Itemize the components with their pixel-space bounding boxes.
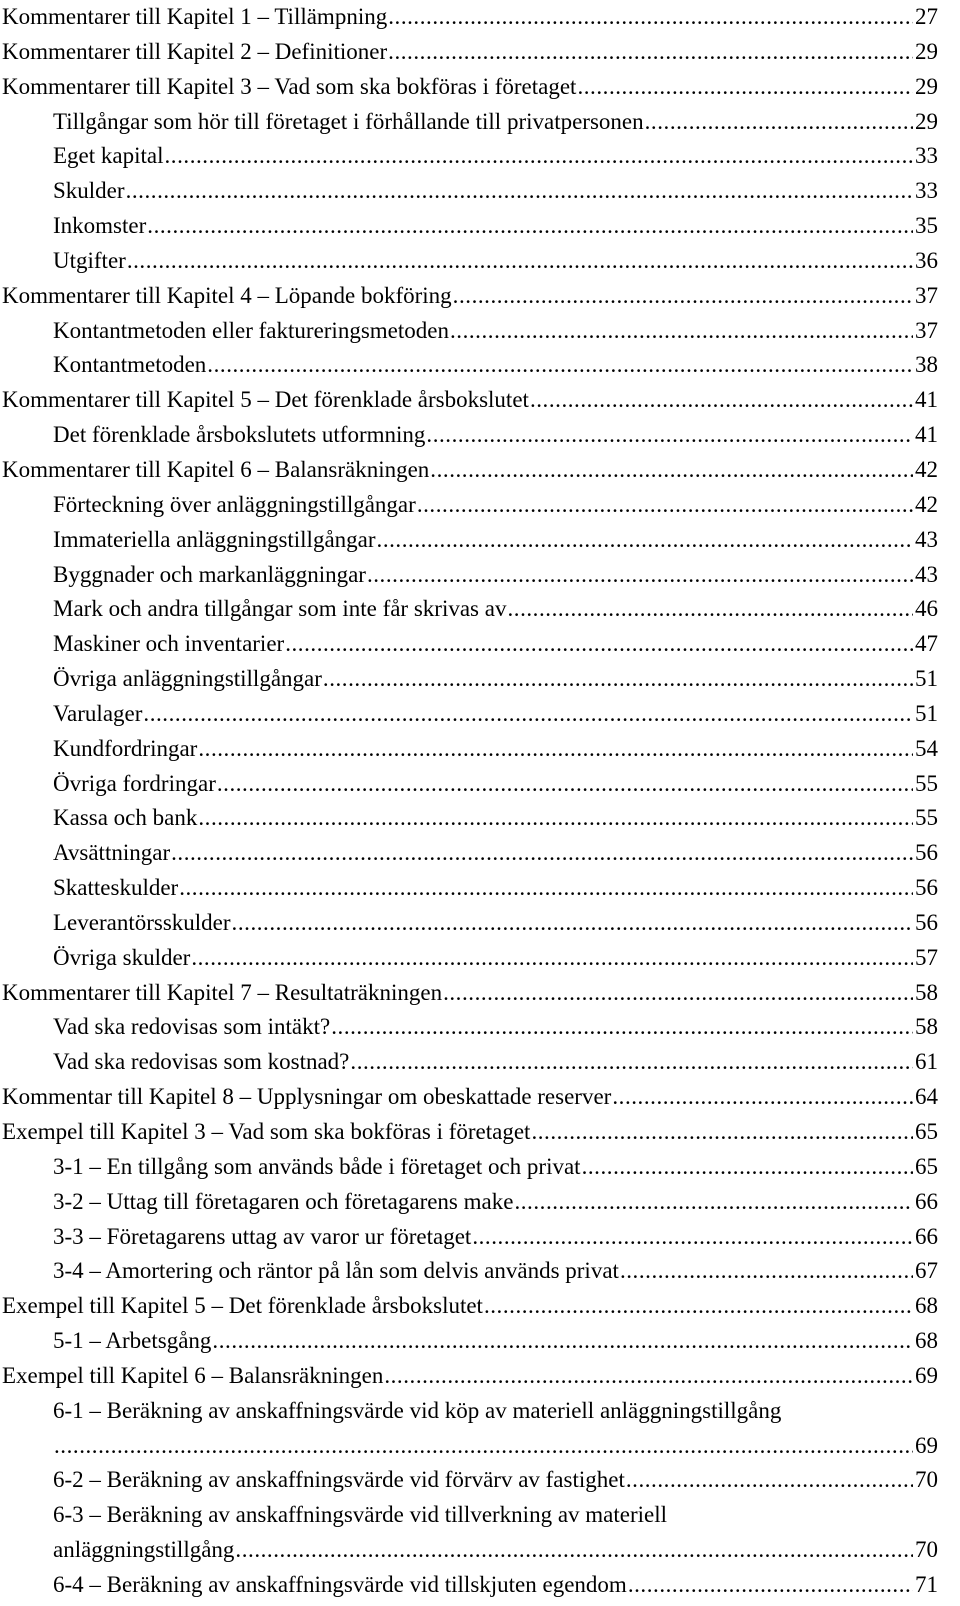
- toc-entry-page-number: 38: [915, 352, 938, 378]
- toc-dot-leader: [191, 941, 913, 976]
- toc-entry-title: Kommentarer till Kapitel 7 – Resultaträkningen: [2, 979, 443, 1005]
- toc-dot-leader: [127, 244, 913, 279]
- toc-entry-title: Utgifter: [53, 247, 126, 273]
- toc-entry-title: Exempel till Kapitel 3 – Vad som ska bokföras i företaget: [2, 1119, 531, 1144]
- toc-entry[interactable]: [0, 1254, 960, 1289]
- toc-entry[interactable]: [0, 174, 960, 209]
- toc-entry[interactable]: [0, 35, 960, 70]
- toc-entry[interactable]: [0, 523, 960, 558]
- toc-entry-title: Kommentarer till Kapitel 3 – Vad som ska bokföras i företaget: [2, 73, 577, 99]
- toc-entry[interactable]: [0, 70, 960, 105]
- toc-entry-page-number: 58: [915, 1014, 938, 1040]
- toc-entry-page-number: 70: [915, 1537, 938, 1563]
- toc-entry-title: Byggnader och markanläggningar: [53, 561, 366, 587]
- toc-entry-title: Kundfordringar: [53, 735, 198, 761]
- toc-dot-leader: [417, 488, 913, 523]
- toc-entry-title: Förteckning över anläggningstillgångar: [53, 491, 416, 517]
- toc-dot-leader: [582, 1150, 913, 1185]
- toc-entry-title: Vad ska redovisas som intäkt?: [53, 1014, 331, 1040]
- toc-entry-title: Exempel till Kapitel 5 – Det förenklade årsbokslutet: [2, 1293, 483, 1319]
- toc-entry-title: Tillgångar som hör till företaget i förhållande till privatpersonen: [53, 108, 644, 134]
- toc-entry-title: Kommentarer till Kapitel 1 – Tillämpning: [2, 4, 388, 29]
- toc-entry[interactable]: [0, 976, 960, 1011]
- toc-dot-leader: [388, 35, 913, 70]
- toc-entry[interactable]: [0, 1533, 960, 1568]
- toc-entry[interactable]: [0, 836, 960, 871]
- toc-entry-page-number: 33: [915, 178, 938, 204]
- toc-entry-title: 3-1 – En tillgång som används både i företaget och privat: [53, 1153, 581, 1179]
- toc-entry-page-number: 57: [915, 944, 938, 970]
- toc-entry-page-number: 56: [915, 840, 938, 866]
- toc-entry[interactable]: [0, 558, 960, 593]
- toc-dot-leader: [430, 453, 913, 488]
- toc-dot-leader: [443, 976, 913, 1011]
- toc-entry-title: Vad ska redovisas som kostnad?: [53, 1049, 350, 1075]
- toc-dot-leader: [212, 1324, 913, 1359]
- toc-entry[interactable]: [0, 662, 960, 697]
- toc-entry-title: Kommentarer till Kapitel 6 – Balansräkningen: [2, 456, 430, 482]
- toc-entry-title: Kassa och bank: [53, 805, 198, 831]
- toc-entry-title: Varulager: [53, 700, 143, 726]
- toc-entry-page-number: 56: [915, 909, 938, 935]
- toc-entry-title: 3-2 – Uttag till företagaren och företagarens make: [53, 1188, 514, 1214]
- toc-dot-leader: [367, 558, 913, 593]
- toc-entry-page-number: 65: [915, 1153, 938, 1179]
- toc-entry-page-number: 43: [915, 561, 938, 587]
- toc-entry-title: Exempel till Kapitel 6 – Balansräkningen: [2, 1362, 384, 1388]
- toc-entry[interactable]: [0, 209, 960, 244]
- toc-entry-title: Immateriella anläggningstillgångar: [53, 526, 376, 552]
- toc-dot-leader: [285, 627, 913, 662]
- toc-entry-title: 6-3 – Beräkning av anskaffningsvärde vid tillverkning av materiell: [53, 1502, 668, 1528]
- toc-entry-title: Kommentarer till Kapitel 2 – Definitioner: [2, 38, 388, 64]
- toc-entry-page-number: 67: [915, 1258, 938, 1284]
- toc-entry[interactable]: [0, 1429, 960, 1464]
- toc-entry-page-number: 61: [915, 1049, 938, 1075]
- toc-entry-page-number: 41: [915, 422, 938, 448]
- toc-entry-page-number: 69: [915, 1432, 938, 1458]
- toc-entry-page-number: 66: [915, 1188, 938, 1214]
- toc-entry[interactable]: [0, 1359, 960, 1394]
- toc-dot-leader: [620, 1254, 913, 1289]
- toc-entry-page-number: 29: [915, 108, 938, 134]
- toc-dot-leader: [645, 105, 913, 140]
- toc-entry[interactable]: [0, 314, 960, 349]
- toc-entry-page-number: 27: [915, 4, 938, 29]
- toc-dot-leader: [626, 1463, 913, 1498]
- toc-entry[interactable]: [0, 348, 960, 383]
- toc-entry-title: 6-4 – Beräkning av anskaffningsvärde vid tillskjuten egendom: [53, 1571, 627, 1597]
- toc-entry-title: Övriga anläggningstillgångar: [53, 666, 322, 692]
- toc-dot-leader: [323, 662, 913, 697]
- toc-entry[interactable]: [0, 1220, 960, 1255]
- toc-entry-page-number: 70: [915, 1467, 938, 1493]
- toc-dot-leader: [426, 418, 913, 453]
- toc-entry[interactable]: [0, 906, 960, 941]
- toc-entry-title: Kommentar till Kapitel 8 – Upplysningar om obeskattade reserver: [2, 1084, 612, 1110]
- toc-entry[interactable]: [0, 801, 960, 836]
- toc-dot-leader: [217, 767, 913, 802]
- toc-dot-leader: [198, 732, 913, 767]
- toc-entry-page-number: 46: [915, 596, 938, 622]
- toc-entry-page-number: 42: [915, 491, 938, 517]
- toc-entry-title: 3-3 – Företagarens uttag av varor ur företaget: [53, 1223, 472, 1249]
- toc-entry-page-number: 42: [915, 456, 938, 482]
- toc-entry-title: 5-1 – Arbetsgång: [53, 1328, 212, 1354]
- toc-entry-title: 3-4 – Amortering och räntor på lån som delvis används privat: [53, 1258, 619, 1284]
- toc-entry-title: Kommentarer till Kapitel 4 – Löpande bokföring: [2, 282, 452, 308]
- toc-entry-page-number: 65: [915, 1119, 938, 1144]
- toc-dot-leader: [350, 1045, 913, 1080]
- toc-dot-leader: [388, 0, 913, 35]
- toc-entry-page-number: 55: [915, 770, 938, 796]
- toc-dot-leader: [232, 906, 913, 941]
- toc-entry[interactable]: [0, 1185, 960, 1220]
- toc-entry[interactable]: [0, 592, 960, 627]
- toc-entry[interactable]: [0, 1115, 960, 1150]
- toc-entry-title: Kommentarer till Kapitel 5 – Det förenklade årsbokslutet: [2, 387, 529, 413]
- toc-entry[interactable]: [0, 279, 960, 314]
- toc-entry[interactable]: [0, 1045, 960, 1080]
- toc-entry-page-number: 68: [915, 1293, 938, 1319]
- toc-entry-title: Övriga fordringar: [53, 770, 216, 796]
- toc-entry-title: anläggningstillgång: [53, 1537, 235, 1563]
- toc-entry-title: Övriga skulder: [53, 944, 191, 970]
- toc-entry[interactable]: [0, 488, 960, 523]
- toc-dot-leader: [179, 871, 913, 906]
- toc-entry-title: Skulder: [53, 178, 125, 204]
- toc-entry-page-number: 69: [915, 1362, 938, 1388]
- toc-entry[interactable]: [0, 767, 960, 802]
- toc-entry[interactable]: [0, 1080, 960, 1115]
- toc-entry[interactable]: [0, 105, 960, 140]
- toc-entry-page-number: 41: [915, 387, 938, 413]
- toc-entry[interactable]: [0, 0, 960, 35]
- toc-dot-leader: [171, 836, 913, 871]
- toc-entry-page-number: 68: [915, 1328, 938, 1354]
- toc-dot-leader: [484, 1289, 913, 1324]
- toc-dot-leader: [384, 1359, 913, 1394]
- toc-entry-page-number: 55: [915, 805, 938, 831]
- toc-entry[interactable]: [0, 453, 960, 488]
- toc-entry[interactable]: [0, 871, 960, 906]
- toc-entry[interactable]: [0, 941, 960, 976]
- toc-dot-leader: [531, 1115, 913, 1150]
- toc-entry-page-number: 51: [915, 666, 938, 692]
- toc-dot-leader: [612, 1080, 913, 1115]
- toc-entry-page-number: 35: [915, 213, 938, 239]
- toc-dot-leader: [207, 348, 913, 383]
- toc-dot-leader: [54, 1429, 913, 1464]
- toc-entry[interactable]: [0, 697, 960, 732]
- toc-dot-leader: [628, 1568, 913, 1603]
- toc-entry-title: 6-1 – Beräkning av anskaffningsvärde vid köp av materiell anläggningstillgång: [53, 1397, 782, 1423]
- toc-entry-page-number: 29: [915, 73, 938, 99]
- toc-dot-leader: [147, 209, 913, 244]
- toc-entry[interactable]: [0, 418, 960, 453]
- toc-entry[interactable]: [0, 627, 960, 662]
- toc-entry-page-number: 33: [915, 143, 938, 169]
- toc-dot-leader: [577, 70, 913, 105]
- toc-entry-title: Skatteskulder: [53, 875, 179, 901]
- toc-entry-page-number: 51: [915, 700, 938, 726]
- toc-entry-page-number: 66: [915, 1223, 938, 1249]
- toc-entry-page-number: 64: [915, 1084, 938, 1110]
- toc-entry-page-number: 54: [915, 735, 938, 761]
- toc-entry-title: Mark och andra tillgångar som inte får skrivas av: [53, 596, 507, 622]
- toc-dot-leader: [472, 1220, 913, 1255]
- toc-entry-page-number: 43: [915, 526, 938, 552]
- toc-dot-leader: [514, 1185, 913, 1220]
- toc-entry-title: Avsättningar: [53, 840, 171, 866]
- toc-entry-title: 6-2 – Beräkning av anskaffningsvärde vid förvärv av fastighet: [53, 1467, 625, 1493]
- toc-dot-leader: [126, 174, 913, 209]
- toc-entry-page-number: 47: [915, 631, 938, 657]
- toc-dot-leader: [198, 801, 913, 836]
- toc-dot-leader: [450, 314, 913, 349]
- toc-dot-leader: [235, 1533, 913, 1568]
- toc-dot-leader: [331, 1010, 913, 1045]
- toc-entry-title: Eget kapital: [53, 143, 164, 169]
- toc-dot-leader: [165, 139, 914, 174]
- toc-entry[interactable]: [0, 1289, 960, 1324]
- toc-entry[interactable]: [0, 1394, 960, 1429]
- toc-entry-page-number: 29: [915, 38, 938, 64]
- toc-entry[interactable]: [0, 732, 960, 767]
- toc-entry-title: Maskiner och inventarier: [53, 631, 285, 657]
- toc-entry[interactable]: [0, 383, 960, 418]
- toc-entry-page-number: 56: [915, 875, 938, 901]
- toc-entry[interactable]: [0, 139, 960, 174]
- toc-dot-leader: [530, 383, 913, 418]
- toc-entry[interactable]: [0, 244, 960, 279]
- toc-entry[interactable]: [0, 1568, 960, 1603]
- toc-entry[interactable]: [0, 1150, 960, 1185]
- toc-dot-leader: [143, 697, 913, 732]
- toc-entry-page-number: 37: [915, 282, 938, 308]
- toc-entry-page-number: 37: [915, 317, 938, 343]
- toc-entry-title: Inkomster: [53, 213, 147, 239]
- toc-entry[interactable]: [0, 1463, 960, 1498]
- toc-entry[interactable]: [0, 1324, 960, 1359]
- toc-entry[interactable]: [0, 1498, 960, 1533]
- toc-entry-title: Kontantmetoden: [53, 352, 207, 378]
- toc-entry-page-number: 58: [915, 979, 938, 1005]
- toc-dot-leader: [453, 279, 913, 314]
- toc-dot-leader: [377, 523, 913, 558]
- toc-entry-page-number: 71: [915, 1571, 938, 1597]
- toc-entry[interactable]: [0, 1010, 960, 1045]
- toc-dot-leader: [507, 592, 913, 627]
- toc-entry-title: Kontantmetoden eller faktureringsmetoden: [53, 317, 449, 343]
- toc-entry-title: Det förenklade årsbokslutets utformning: [53, 422, 426, 448]
- toc-entry-title: Leverantörsskulder: [53, 909, 231, 935]
- toc-entry-page-number: 36: [915, 247, 938, 273]
